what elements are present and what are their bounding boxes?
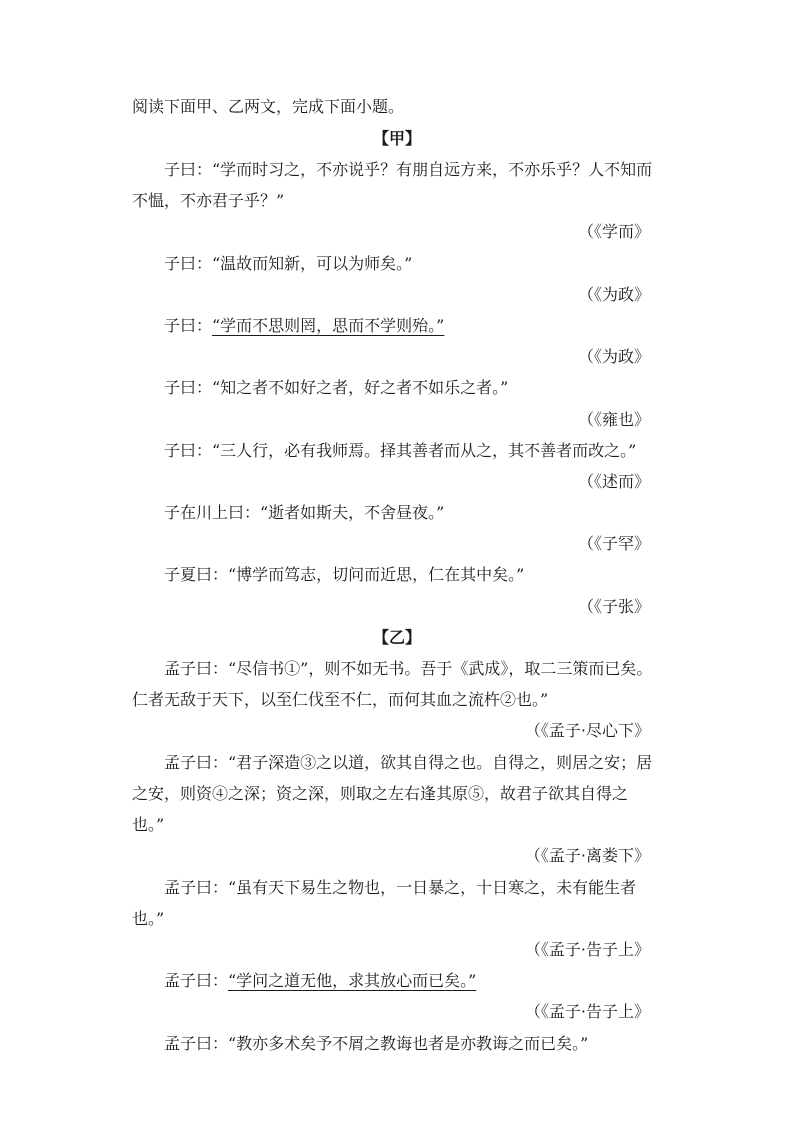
text-line: 也。” [132,909,165,928]
source-citation: （《学而》 [577,222,650,241]
instruction-text: 阅读下面甲、乙两文，完成下面小题。 [132,97,405,116]
text-line: 孟子曰：“尽信书①”，则不如无书。吾于《武成》，取二三策而已矣。 [164,659,653,678]
text-line: 子曰：“学而时习之，不亦说乎？有朋自远方来，不亦乐乎？人不知而 [164,160,653,179]
text-line: 子曰：“知之者不如好之者，好之者不如乐之者。” [164,378,509,397]
source-citation: （《为政》 [577,347,650,366]
text-line: 子曰：“温故而知新，可以为师矣。” [164,254,413,273]
text-line: 孟子曰：“教亦多术矣予不屑之教诲也者是亦教诲之而已矣。” [164,1034,589,1053]
text-line: 孟子曰：“君子深造③之以道，欲其自得之也。自得之，则居之安；居 [164,753,653,772]
source-citation: （《孟子·告子上》 [524,1002,650,1021]
text-line: 子夏曰：“博学而笃志，切问而近思，仁在其中矣。” [164,565,525,584]
underlined-quote: “学而不思则罔，思而不学则殆。” [212,316,445,335]
text-line: 不愠，不亦君子乎？” [132,191,285,210]
text-line: 子在川上曰：“逝者如斯夫，不舍昼夜。” [164,503,445,522]
underlined-quote: “学问之道无他，求其放心而已矣。” [228,971,477,990]
text-line: 孟子曰：“虽有天下易生之物也，一日暴之，十日寒之，未有能生者 [164,878,637,897]
text-line: 仁者无敌于天下，以至仁伐至不仁，而何其血之流杵②也。” [132,690,549,709]
section-heading-yi: 【乙】 [372,628,421,647]
text-line-lead: 孟子曰： [164,971,229,990]
text-line-lead: 子曰： [164,316,213,335]
text-line: 之安，则资④之深；资之深，则取之左右逢其原⑤，故君子欲其自得之 [132,784,629,803]
source-citation: （《为政》 [577,285,650,304]
section-heading-jia: 【甲】 [372,129,421,148]
text-line: 也。” [132,815,165,834]
source-citation: （《雍也》 [577,410,650,429]
source-citation: （《述而》 [577,472,650,491]
source-citation: （《孟子·离娄下》 [524,846,650,865]
source-citation: （《孟子·尽心下》 [524,721,650,740]
text-line: 子曰：“三人行，必有我师焉。择其善者而从之，其不善者而改之。” [164,441,637,460]
source-citation: （《子张》 [577,597,650,616]
source-citation: （《孟子·告子上》 [524,940,650,959]
source-citation: （《子罕》 [577,534,650,553]
